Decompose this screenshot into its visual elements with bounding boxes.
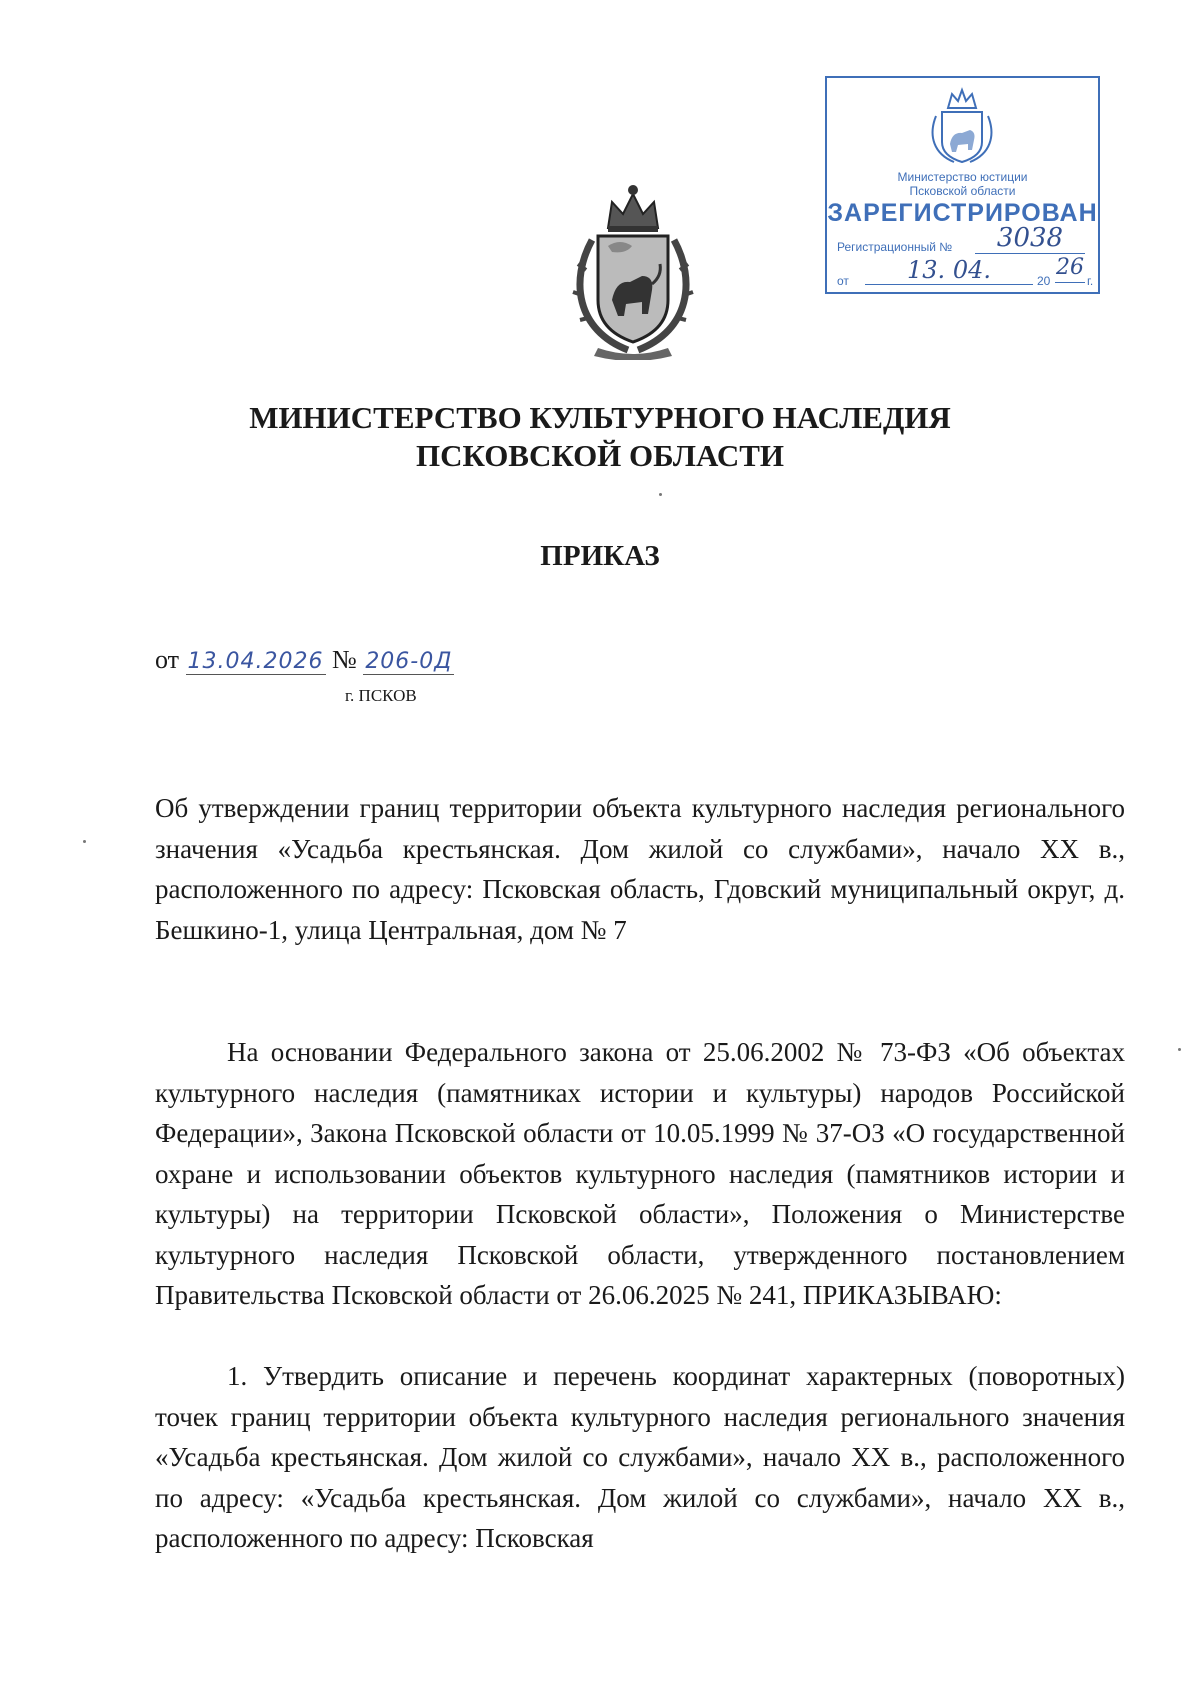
order-date-number-line — [155, 645, 454, 675]
order-preamble: На основании Федерального закона от 25.06.2002 № 73-ФЗ «Об объектах культурного наследия (памятниках истории и культуры) народов Российской Федерации», Закона Псковской области от 10.05.1999 № 37-ОЗ «О государственной охране и использовании объектов культурного наследия (памятников истории и культуры) на территории Псковской области», Положения о Министерстве культурного наследия Псковской области, утвержденного постановлением Правительства Псковской области от 26.06.2025 № 241, ПРИКАЗЫВАЮ: — [155, 1037, 1125, 1310]
order-city: г. ПСКОВ — [345, 686, 417, 705]
stamp-emblem-icon — [930, 86, 994, 166]
order-subject: Об утверждении границ территории объекта культурного наследия регионального значения «Усадьба крестьянская. Дом жилой со службами», начало XX в., расположенного по адресу: Псковская область, Гдовский муниципальный округ, д. Бешкино-1, улица Центральная, дом № 7 — [155, 793, 1125, 945]
order-number-prefix: № — [332, 645, 357, 674]
order-date-prefix: от — [155, 645, 180, 674]
scan-speck — [83, 840, 86, 843]
coat-of-arms-emblem — [568, 180, 698, 360]
ministry-name-line2: ПСКОВСКОЙ ОБЛАСТИ — [415, 438, 785, 473]
order-number-value: 206-0Д — [365, 649, 453, 674]
order-date-value: 13.04.2026 — [187, 649, 324, 674]
ministry-name-line1: МИНИСТЕРСТВО КУЛЬТУРНОГО НАСЛЕДИЯ — [249, 400, 951, 435]
stamp-org-line2: Псковской области — [909, 184, 1016, 198]
stamp-org-line1: Министерство юстиции — [897, 170, 1028, 184]
stamp-reg-number: 3038 — [975, 223, 1085, 254]
stamp-year-prefix: 20 — [1037, 274, 1051, 288]
scan-speck — [659, 493, 662, 496]
stamp-year-suffix: г. — [1087, 274, 1094, 288]
stamp-status: ЗАРЕГИСТРИРОВАН — [827, 199, 1098, 227]
order-item-1: 1. Утвердить описание и перечень координат характерных (поворотных) точек границ территории объекта культурного наследия регионального значения «Усадьба крестьянская. Дом жилой со службами», начало XX в., расположенного по адресу: «Усадьба крестьянская. Дом жилой со службами», начало XX в., расположенного по адресу: Псковская — [155, 1361, 1125, 1553]
stamp-date-label: от — [837, 274, 849, 288]
scan-speck — [1178, 1048, 1181, 1051]
stamp-reg-label: Регистрационный № — [837, 240, 953, 254]
stamp-year-value: 26 — [1055, 254, 1085, 283]
stamp-date-value: 13. 04. — [865, 256, 1033, 285]
document-type-title: ПРИКАЗ — [540, 540, 660, 572]
registration-stamp — [825, 76, 1100, 294]
